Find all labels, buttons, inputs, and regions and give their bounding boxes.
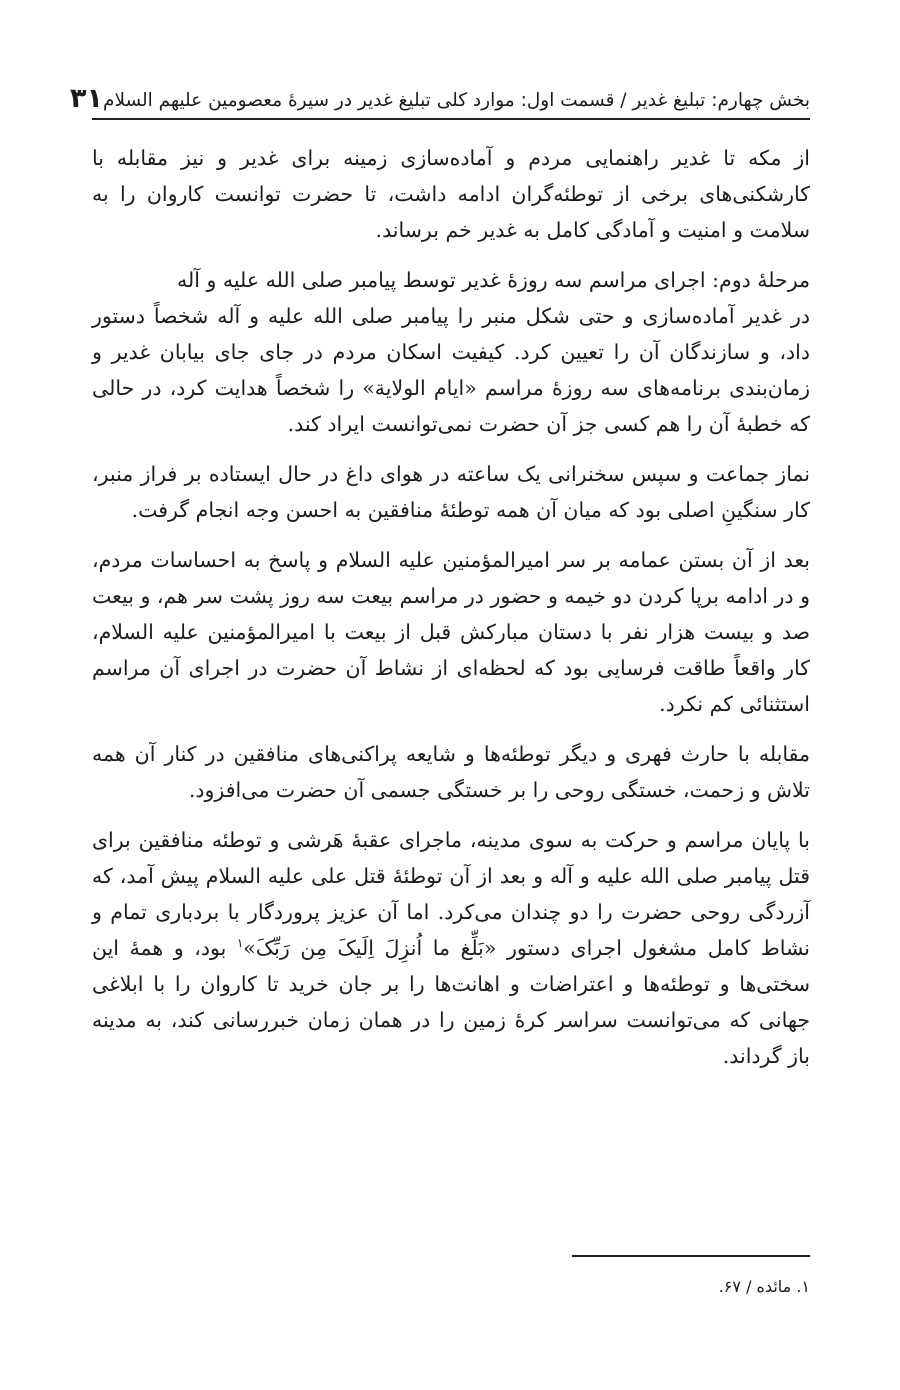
paragraph-6-part-1: با پایان مراسم و حرکت به سوی مدینه، ماجرای عقبهٔ هَرشی و توطئه منافقین برای قتل پیامبر صلی الله علیه و آله و بعد از آن توطئهٔ قتل علی علیه السلام پیش آمد، که آزردگی روحی حضرت را دو چندان می‌کرد. اما آن عزیز پروردگار با بردباری تمام و نشاط کامل مشغول اجرای دستور «بَلِّغ ما اُنزِلَ اِلَیکَ مِن رَبِّکَ» (92, 828, 810, 960)
header-divider (92, 118, 810, 120)
footnote-divider (572, 1255, 810, 1257)
paragraph-2: در غدیر آماده‌سازی و حتی شکل منبر را پیامبر صلی الله علیه و آله شخصاً دستور داد، و سازندگان آن را تعیین کرد. کیفیت اسکان مردم در جای جای بیابان غدیر و زمان‌بندی برنامه‌های سه روزهٔ مراسم «ایام الولایة» را شخصاً هدایت کرد، در حالی که خطبهٔ آن را هم کسی جز آن حضرت نمی‌توانست ایراد کند. (92, 304, 810, 436)
paragraph-3: نماز جماعت و سپس سخنرانی یک ساعته در هوای داغ در حال ایستاده بر فراز منبر، کار سنگینِ اصلی بود که میان آن همه توطئهٔ منافقین به احسن وجه انجام گرفت. (92, 462, 810, 522)
paragraph-4: بعد از آن بستن عمامه بر سر امیرالمؤمنین علیه السلام و پاسخ به احساسات مردم، و در ادامه برپا کردن دو خیمه و حضور در مراسم بیعت سه روز پشت سر هم، و بیعت صد و بیست هزار نفر با دستان مبارکش قبل از بیعت با امیرالمؤمنین علیه السلام، کار واقعاً طاقت فرسایی بود که لحظه‌ای از نشاط آن حضرت در اجرای آن مراسم استثنائی کم نکرد. (92, 548, 810, 716)
page-number: ۳۱ (70, 83, 103, 114)
paragraph-6-part-2: بود، و همهٔ این سختی‌ها و توطئه‌ها و اعتراضات و اهانت‌ها را بر جان خرید تا کاروان را با ابلاغی جهانی که می‌توانست سراسر کرهٔ زمین را در همان زمان خبررسانی کند، به مدینه باز گرداند. (92, 936, 810, 1068)
footnote: ۱. مائده / ۶۷. (718, 1277, 810, 1296)
page-header (70, 74, 810, 114)
footnote-reference: ۱ (236, 936, 244, 951)
body-text (92, 140, 810, 1088)
paragraph-5: مقابله با حارث فهری و دیگر توطئه‌ها و شایعه پراکنی‌های منافقین در کنار آن همه تلاش و زحمت، خستگی روحی را بر خستگی جسمی آن حضرت می‌افزود. (92, 742, 810, 802)
section-heading: مرحلهٔ دوم: اجرای مراسم سه روزهٔ غدیر توسط پیامبر صلی الله علیه و آله (177, 268, 810, 292)
paragraph-1: از مکه تا غدیر راهنمایی مردم و آماده‌سازی زمینه برای غدیر و نیز مقابله با کارشکنی‌های برخی از توطئه‌گران ادامه داشت، تا حضرت توانست کاروان را به سلامت و امنیت و آمادگی کامل به غدیر خم برساند. (92, 146, 810, 242)
running-title: بخش چهارم: تبلیغ غدیر / قسمت اول: موارد کلی تبلیغ غدیر در سیرهٔ معصومین علیهم السلام (102, 90, 810, 111)
paragraph-6 (92, 822, 810, 1074)
